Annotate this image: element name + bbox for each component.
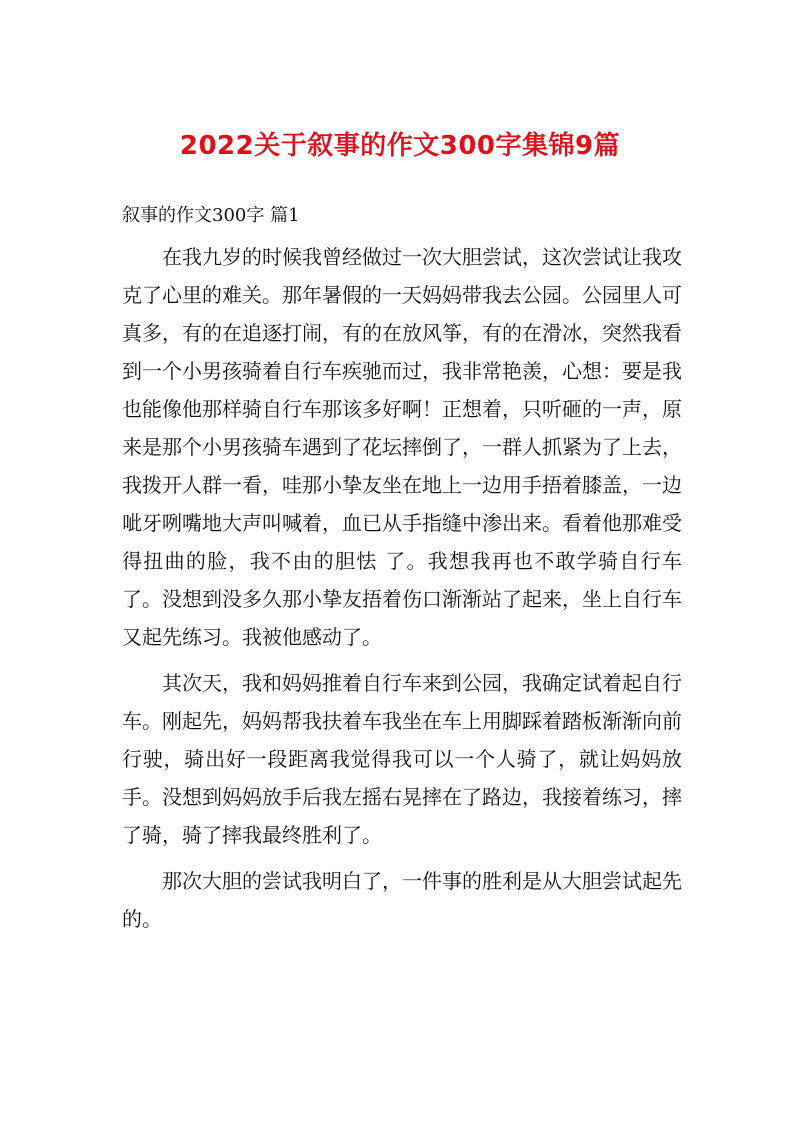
paragraph-1: 在我九岁的时候我曾经做过一次大胆尝试，这次尝试让我攻克了心里的难关。那年暑假的一天妈妈带我去公园。公园里人可真多，有的在追逐打闹，有的在放风筝，有的在滑冰，突然我看到一个小男孩骑着自行车疾驰而过，我非常艳羡，心想：要是我也能像他那样骑自行车那该多好啊！正想着，只听砸的一声，原来是那个小男孩骑车遇到了花坛摔倒了，一群人抓紧为了上去，我拨开人群一看，哇那小挚友坐在地上一边用手捂着膝盖，一边呲牙咧嘴地大声叫喊着，血已从手指缝中渗出来。看着他那难受得扭曲的脸，我不由的胆怯 了。我想我再也不敢学骑自行车了。没想到没多久那小挚友捂着伤口渐渐站了起来，坐上自行车又起先练习。我被他感动了。 [122, 245, 682, 649]
paragraph-3: 那次大胆的尝试我明白了，一件事的胜利是从大胆尝试起先的。 [122, 869, 682, 931]
section-heading: 叙事的作文300字 篇1 [122, 205, 300, 226]
paragraph-2: 其次天，我和妈妈推着自行车来到公园，我确定试着起自行车。刚起先，妈妈帮我扶着车我坐在车上用脚踩着踏板渐渐向前行驶，骑出好一段距离我觉得我可以一个人骑了，就让妈妈放手。没想到妈妈放手后我左摇右晃摔在了路边，我接着练习，摔了骑，骑了摔我最终胜利了。 [122, 671, 682, 847]
article-body [122, 238, 682, 946]
document-title: 2022关于叙事的作文300字集锦9篇 [179, 131, 621, 161]
